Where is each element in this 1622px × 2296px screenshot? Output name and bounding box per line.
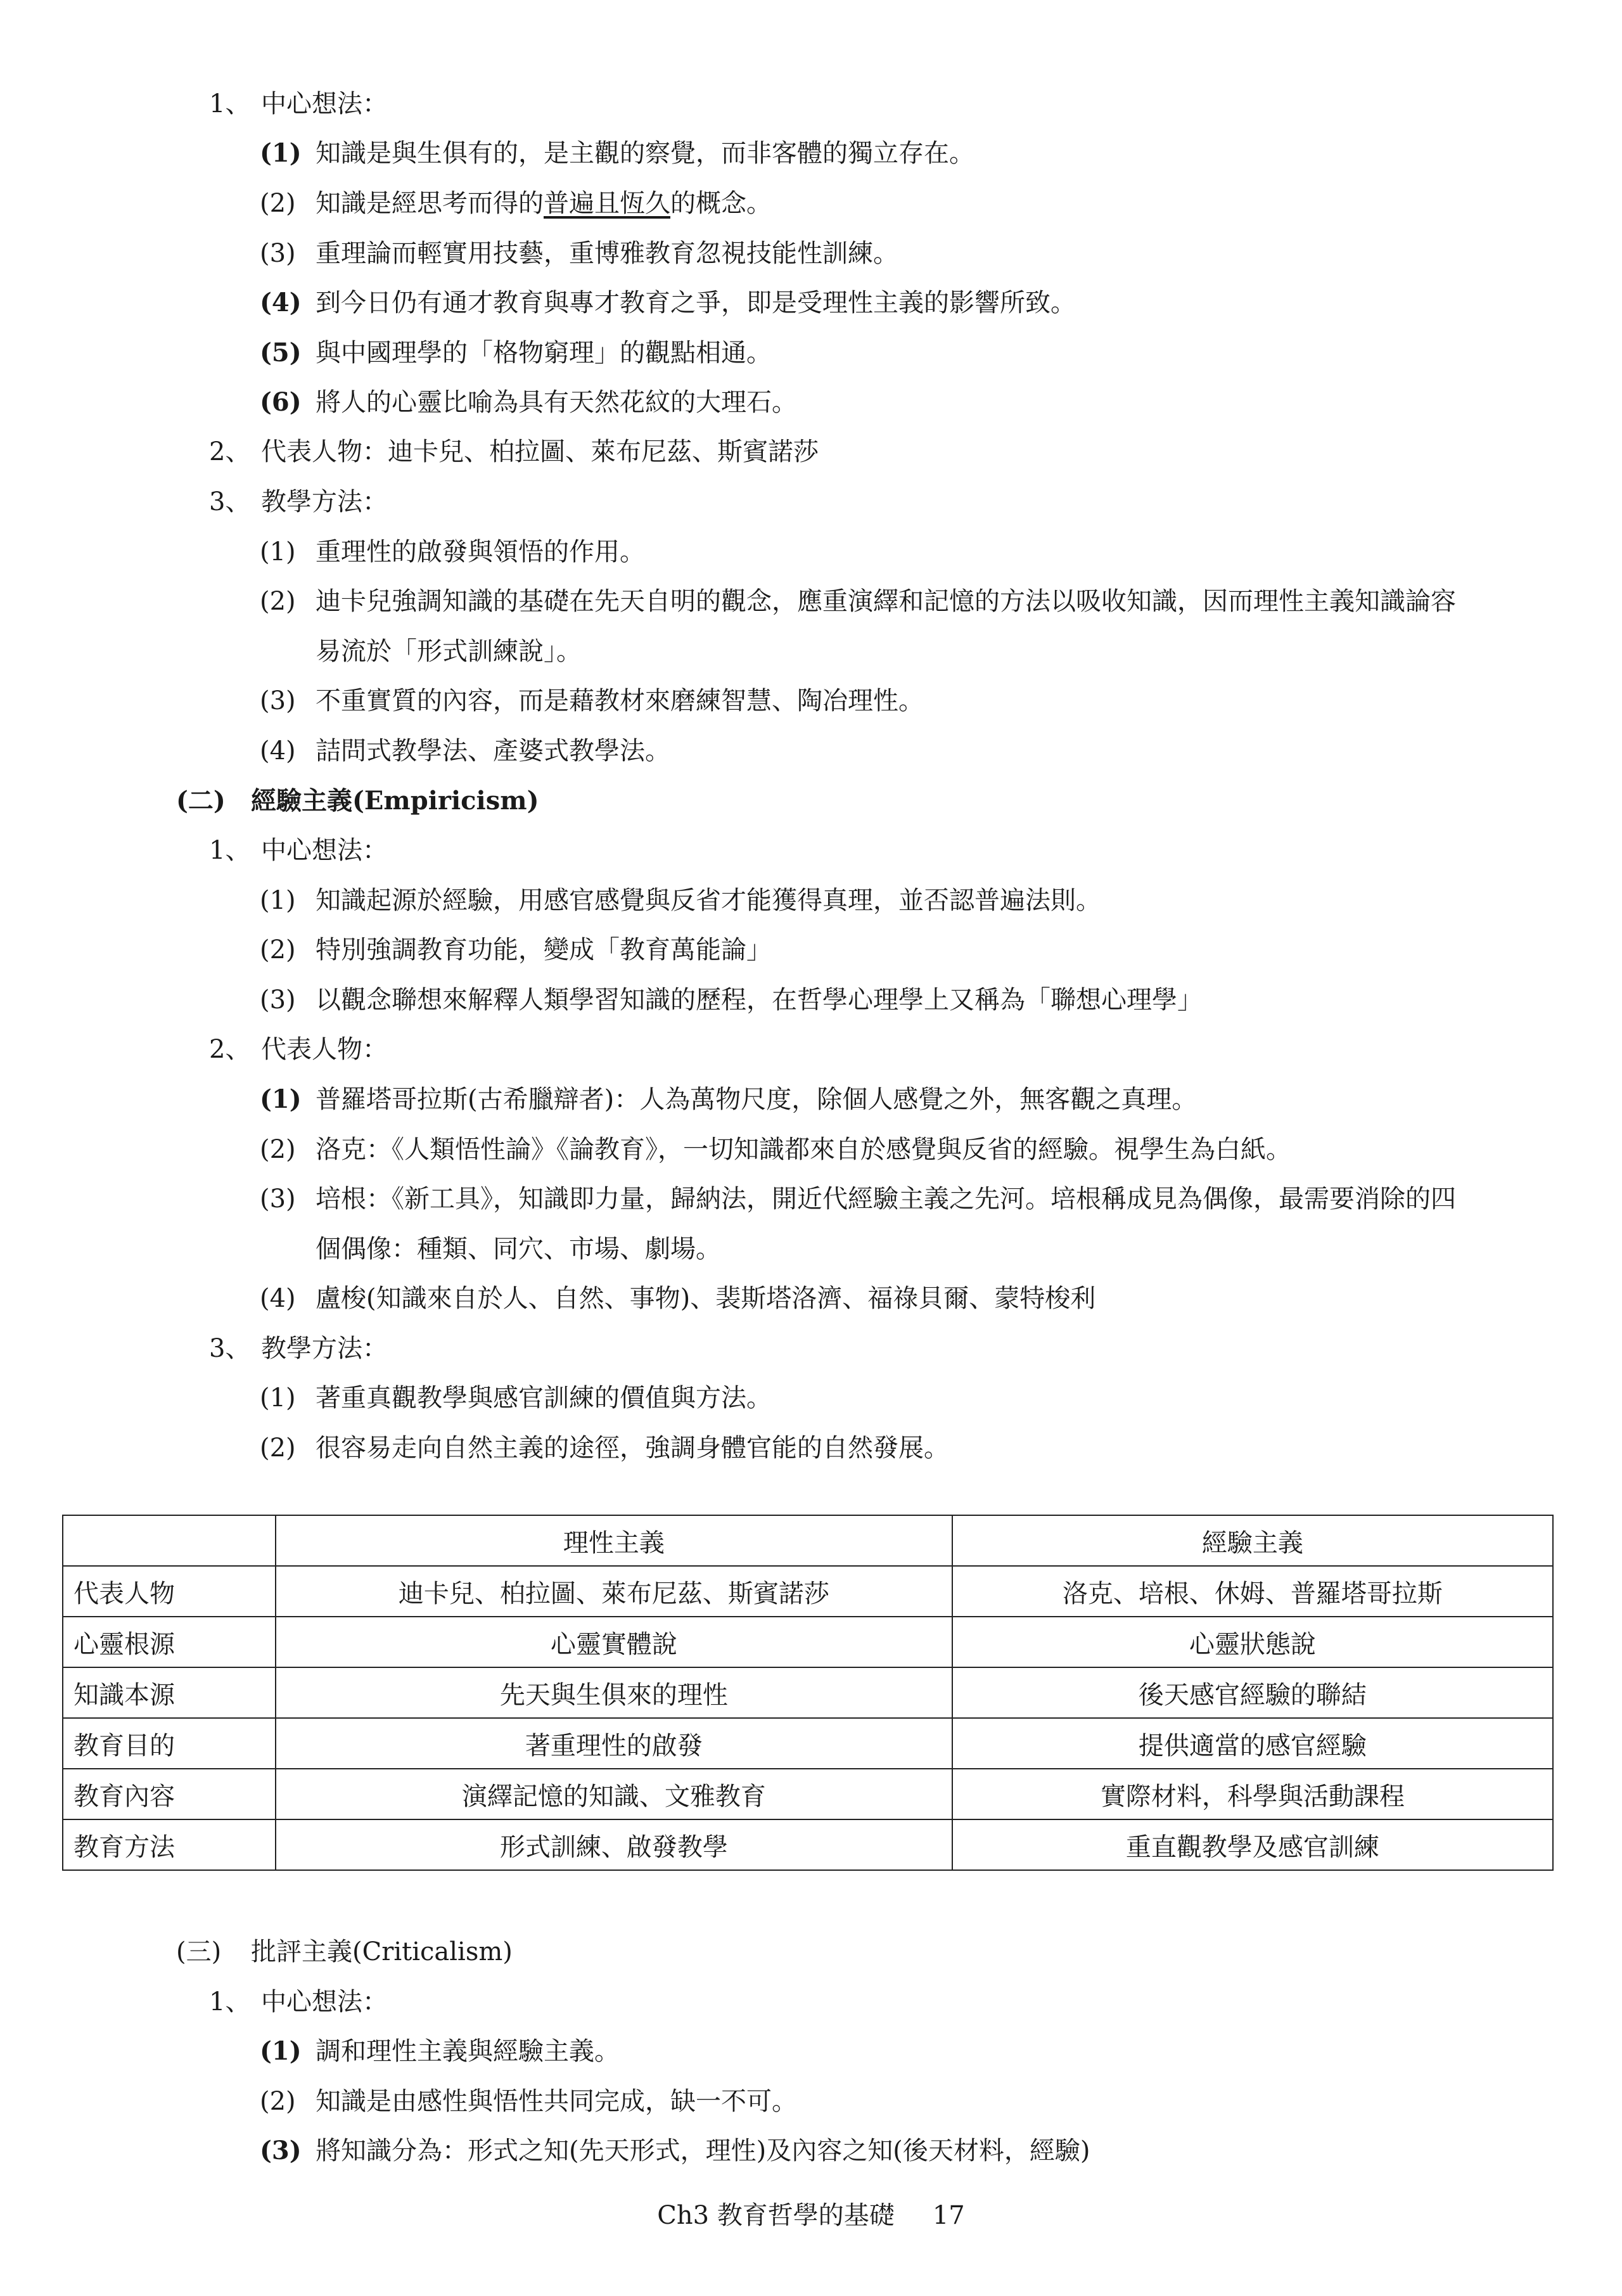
rat-representatives: 2、 代表人物：迪卡兒、柏拉圖、萊布尼茲、斯賓諾莎 xyxy=(209,437,819,466)
rat-idea-3: (3) 重理論而輕實用技藝，重博雅教育忽視技能性訓練。 xyxy=(260,239,898,268)
table-row xyxy=(63,1617,1553,1667)
row-label: 教育內容 xyxy=(63,1769,276,1819)
rat-method-2: (2) 迪卡兒強調知識的基礎在先天自明的觀念，應重演繹和記憶的方法以吸收知識，因而理性主義知識論容 xyxy=(260,587,1456,616)
table-cell: 著重理性的啟發 xyxy=(276,1718,952,1769)
crit-idea-1: (1) 調和理性主義與經驗主義。 xyxy=(260,2036,620,2066)
footer-chapter: Ch3 教育哲學的基礎 xyxy=(657,2201,895,2230)
table-row xyxy=(63,1819,1553,1870)
table-row xyxy=(63,1718,1553,1769)
rat-idea-4: (4) 到今日仍有通才教育與專才教育之爭，即是受理性主義的影響所致。 xyxy=(260,288,1076,317)
table-corner-cell xyxy=(63,1515,276,1566)
table-cell: 迪卡兒、柏拉圖、萊布尼茲、斯賓諾莎 xyxy=(276,1566,952,1617)
rat-idea-5: (5) 與中國理學的「格物窮理」的觀點相通。 xyxy=(260,338,772,368)
table-cell: 洛克、培根、休姆、普羅塔哥拉斯 xyxy=(952,1566,1553,1617)
rat-method-2-cont: 易流於「形式訓練說」。 xyxy=(316,637,582,666)
table-row xyxy=(63,1769,1553,1819)
emp-representatives-heading: 2、 代表人物： xyxy=(209,1035,388,1064)
page-number: 17 xyxy=(932,2201,965,2230)
crit-idea-2: (2) 知識是由感性與悟性共同完成，缺一不可。 xyxy=(260,2087,797,2116)
crit-central-idea-heading: 1、 中心想法： xyxy=(209,1987,388,2017)
table-header-rationalism: 理性主義 xyxy=(276,1515,952,1566)
criticism-heading: (三) 批評主義(Criticalism) xyxy=(176,1937,513,1966)
table-cell: 形式訓練、啟發教學 xyxy=(276,1819,952,1870)
emp-methods-heading: 3、 教學方法： xyxy=(209,1334,388,1363)
table-cell: 心靈實體說 xyxy=(276,1617,952,1667)
rat-method-3: (3) 不重實質的內容，而是藉教材來磨練智慧、陶冶理性。 xyxy=(260,686,924,715)
rat-methods-heading: 3、 教學方法： xyxy=(209,487,388,516)
row-label: 心靈根源 xyxy=(63,1617,276,1667)
rat-idea-6: (6) 將人的心靈比喻為具有天然花紋的大理石。 xyxy=(260,387,797,417)
table-cell: 實際材料，科學與活動課程 xyxy=(952,1769,1553,1819)
emp-person-3-cont: 個偶像：種類、同穴、市場、劇場。 xyxy=(316,1235,721,1264)
rat-idea-1: (1) 知識是與生俱有的，是主觀的察覺，而非客體的獨立存在。 xyxy=(260,138,974,168)
emp-method-2: (2) 很容易走向自然主義的途徑，強調身體官能的自然發展。 xyxy=(260,1433,949,1463)
table-header-empiricism: 經驗主義 xyxy=(952,1515,1553,1566)
emp-method-1: (1) 著重真觀教學與感官訓練的價值與方法。 xyxy=(260,1383,772,1413)
underlined-term: 普遍且恆久 xyxy=(544,189,670,218)
table-cell: 後天感官經驗的聯結 xyxy=(952,1667,1553,1718)
page-footer xyxy=(0,2198,1622,2233)
table-cell: 演繹記憶的知識、文雅教育 xyxy=(276,1769,952,1819)
table-row xyxy=(63,1667,1553,1718)
table-cell: 提供適當的感官經驗 xyxy=(952,1718,1553,1769)
table-cell: 心靈狀態說 xyxy=(952,1617,1553,1667)
emp-central-idea-heading: 1、 中心想法： xyxy=(209,836,388,865)
crit-idea-3: (3) 將知識分為：形式之知(先天形式，理性)及內容之知(後天材料，經驗) xyxy=(260,2136,1090,2165)
emp-idea-1: (1) 知識起源於經驗，用感官感覺與反省才能獲得真理，並否認普遍法則。 xyxy=(260,886,1101,915)
emp-person-4: (4) 盧梭(知識來自於人、自然、事物)、裴斯塔洛濟、福祿貝爾、蒙特梭利 xyxy=(260,1284,1096,1313)
emp-person-2: (2) 洛克：《人類悟性論》《論教育》，一切知識都來自於感覺與反省的經驗。視學生為白紙。 xyxy=(260,1135,1291,1164)
table-cell: 重直觀教學及感官訓練 xyxy=(952,1819,1553,1870)
table-cell: 先天與生俱來的理性 xyxy=(276,1667,952,1718)
row-label: 知識本源 xyxy=(63,1667,276,1718)
table-row xyxy=(63,1566,1553,1617)
empiricism-heading: (二) 經驗主義(Empiricism) xyxy=(176,786,539,816)
emp-idea-2: (2) 特別強調教育功能，變成「教育萬能論」 xyxy=(260,935,772,965)
rat-method-1: (1) 重理性的啟發與領悟的作用。 xyxy=(260,537,645,567)
rat-method-4: (4) 詰問式教學法、產婆式教學法。 xyxy=(260,736,670,766)
rat-idea-2: (2) 知識是經思考而得的普遍且恆久的概念。 xyxy=(260,189,772,218)
table-header-row xyxy=(63,1515,1553,1566)
comparison-table xyxy=(62,1515,1554,1871)
emp-person-3: (3) 培根：《新工具》，知識即力量，歸納法，開近代經驗主義之先河。培根稱成見為偶像，最需要消除的四 xyxy=(260,1184,1456,1214)
emp-idea-3: (3) 以觀念聯想來解釋人類學習知識的歷程，在哲學心理學上又稱為「聯想心理學」 xyxy=(260,985,1203,1015)
rat-central-idea-heading: 1、 中心想法： xyxy=(209,89,388,119)
row-label: 教育目的 xyxy=(63,1718,276,1769)
row-label: 教育方法 xyxy=(63,1819,276,1870)
row-label: 代表人物 xyxy=(63,1566,276,1617)
emp-person-1: (1) 普羅塔哥拉斯(古希臘辯者)：人為萬物尺度，除個人感覺之外，無客觀之真理。 xyxy=(260,1084,1197,1114)
